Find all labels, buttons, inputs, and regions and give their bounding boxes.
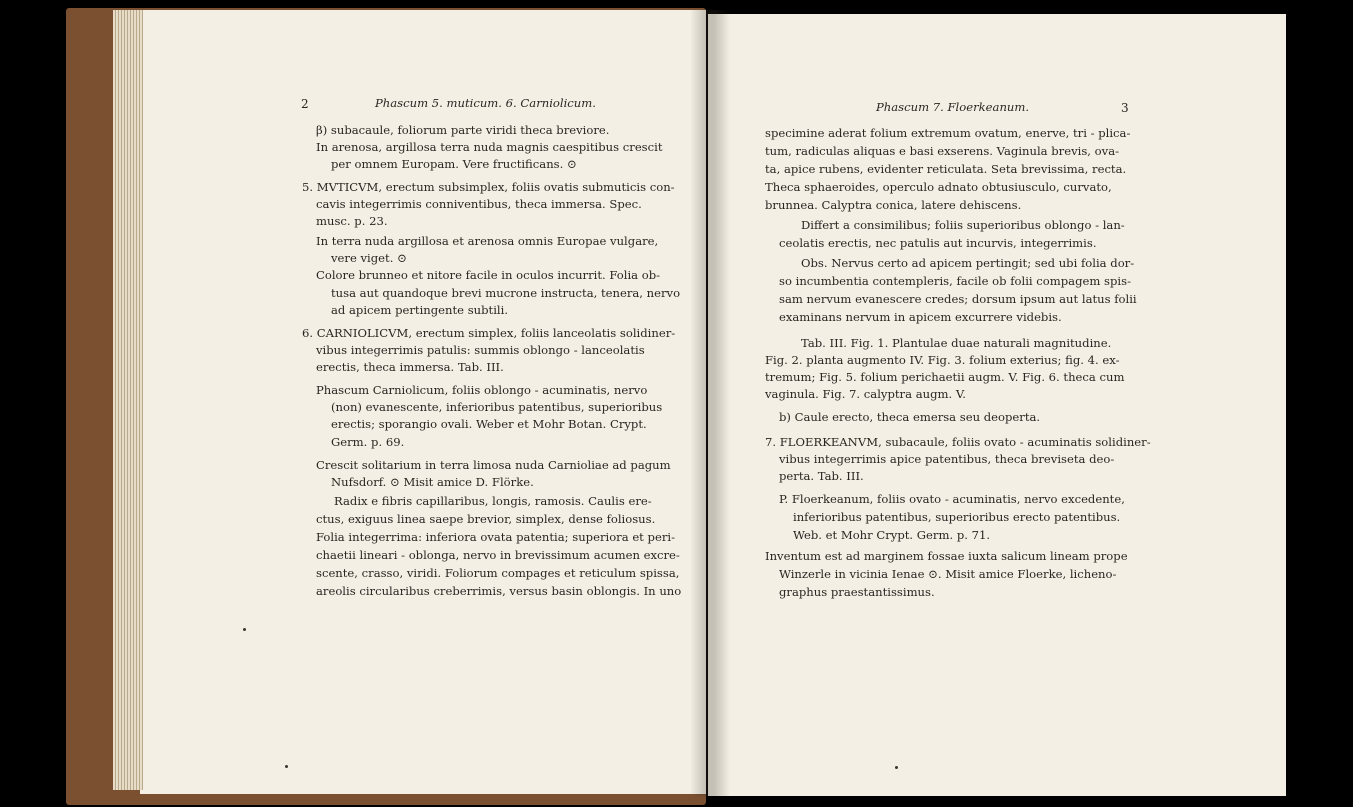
paper-speck [895, 766, 898, 769]
left-line: areolis circularibus creberrimis, versus basin oblongis. In uno [316, 584, 682, 598]
left-line: scente, crasso, viridi. Foliorum compages et reticulum spissa, [316, 566, 680, 580]
right-line: ta, apice rubens, evidenter reticulata. Seta brevissima, recta. [765, 162, 1127, 176]
left-line: Phascum Carniolicum, foliis oblongo - acuminatis, nervo [316, 383, 648, 397]
left-line: In terra nuda argillosa et arenosa omnis Europae vulgare, [316, 234, 659, 248]
left-page-header: Phascum 5. muticum. 6. Carniolicum. [375, 96, 596, 110]
book-gutter [690, 10, 730, 796]
left-line: 5. MVTICVM, erectum subsimplex, foliis ovatis submuticis con- [302, 180, 675, 194]
left-line: Nufsdorf. ⊙ Misit amice D. Flörke. [331, 475, 534, 489]
left-line: musc. p. 23. [316, 214, 388, 228]
left-line: chaetii lineari - oblonga, nervo in brevissimum acumen excre- [316, 548, 680, 562]
left-line: In arenosa, argillosa terra nuda magnis caespitibus crescit [316, 140, 663, 154]
right-line: inferioribus patentibus, superioribus erecto patentibus. [793, 510, 1121, 524]
right-line: b) Caule erecto, theca emersa seu deoperta. [779, 410, 1041, 424]
right-line: Differt a consimilibus; foliis superioribus oblongo - lan- [801, 218, 1125, 232]
right-line: Tab. III. Fig. 1. Plantulae duae naturali magnitudine. [801, 336, 1112, 350]
right-line: 7. FLOERKEANVM, subacaule, foliis ovato - acuminatis solidiner- [765, 435, 1151, 449]
left-line: erectis, theca immersa. Tab. III. [316, 360, 504, 374]
right-line: so incumbentia contempleris, facile ob folii compagem spis- [779, 274, 1132, 288]
left-line: vibus integerrimis patulis: summis oblongo - lanceolatis [316, 343, 645, 357]
right-page-number: 3 [1121, 101, 1129, 115]
right-line: ceolatis erectis, nec patulis aut incurvis, integerrimis. [779, 236, 1097, 250]
right-line: vaginula. Fig. 7. calyptra augm. V. [765, 387, 966, 401]
right-line: Theca sphaeroides, operculo adnato obtusiusculo, curvato, [765, 180, 1112, 194]
right-line: Web. et Mohr Crypt. Germ. p. 71. [793, 528, 991, 542]
right-line: specimine aderat folium extremum ovatum, enerve, tri - plica- [765, 126, 1131, 140]
left-line: erectis; sporangio ovali. Weber et Mohr Botan. Crypt. [331, 417, 647, 431]
left-line: ad apicem pertingente subtili. [331, 303, 509, 317]
left-line: 6. CARNIOLICVM, erectum simplex, foliis lanceolatis solidiner- [302, 326, 676, 340]
paper-speck [243, 628, 246, 631]
left-line: (non) evanescente, inferioribus patentibus, superioribus [331, 400, 663, 414]
left-line: tusa aut quandoque brevi mucrone instructa, tenera, nervo [331, 286, 681, 300]
left-line: ctus, exiguus linea saepe brevior, simplex, dense foliosus. [316, 512, 656, 526]
page-edges [113, 10, 143, 790]
left-line: Radix e fibris capillaribus, longis, ramosis. Caulis ere- [334, 494, 652, 508]
right-line: examinans nervum in apicem excurrere videbis. [779, 310, 1062, 324]
right-line: P. Floerkeanum, foliis ovato - acuminatis, nervo excedente, [779, 492, 1125, 506]
right-line: Obs. Nervus certo ad apicem pertingit; sed ubi folia dor- [801, 256, 1135, 270]
right-line: vibus integerrimis apice patentibus, theca breviseta deo- [779, 452, 1115, 466]
paper-speck [285, 765, 288, 768]
left-line: Germ. p. 69. [331, 435, 405, 449]
left-line: per omnem Europam. Vere fructificans. ⊙ [331, 157, 577, 171]
right-line: tremum; Fig. 5. folium perichaetii augm. V. Fig. 6. theca cum [765, 370, 1125, 384]
right-line: perta. Tab. III. [779, 469, 864, 483]
left-line: Colore brunneo et nitore facile in oculos incurrit. Folia ob- [316, 268, 661, 282]
right-line: Inventum est ad marginem fossae iuxta salicum lineam prope [765, 549, 1128, 563]
right-line: sam nervum evanescere credes; dorsum ipsum aut latus folii [779, 292, 1137, 306]
right-line: Winzerle in vicinia Ienae ⊙. Misit amice Floerke, licheno- [779, 567, 1117, 581]
left-line: vere viget. ⊙ [331, 251, 407, 265]
left-line: cavis integerrimis conniventibus, theca immersa. Spec. [316, 197, 642, 211]
left-line: Folia integerrima: inferiora ovata patentia; superiora et peri- [316, 530, 675, 544]
right-line: Fig. 2. planta augmento IV. Fig. 3. folium exterius; fig. 4. ex- [765, 353, 1120, 367]
left-line: Crescit solitarium in terra limosa nuda Carnioliae ad pagum [316, 458, 671, 472]
left-line: β) subacaule, foliorum parte viridi theca breviore. [316, 123, 610, 137]
right-line: tum, radiculas aliquas e basi exserens. Vaginula brevis, ova- [765, 144, 1120, 158]
right-page-header: Phascum 7. Floerkeanum. [876, 100, 1030, 114]
right-line: graphus praestantissimus. [779, 585, 935, 599]
left-page-number: 2 [301, 97, 309, 111]
right-line: brunnea. Calyptra conica, latere dehiscens. [765, 198, 1022, 212]
